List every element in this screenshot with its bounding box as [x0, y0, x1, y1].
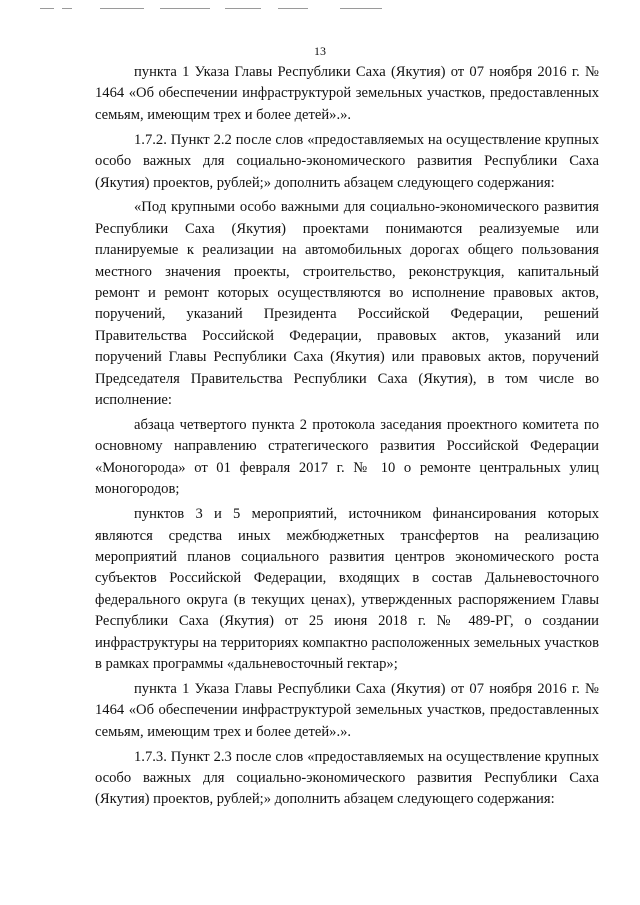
scan-artifact-marks [40, 8, 400, 12]
paragraph: пункта 1 Указа Главы Республики Саха (Якутия) от 07 ноября 2016 г. № 1464 «Об обеспечении инфраструктурой земельных участков, предоставленных семьям, имеющим трех и более детей».». [95, 64, 599, 123]
page-number: 13 [314, 44, 326, 58]
document-body [95, 62, 599, 814]
paragraph: 1.7.3. Пункт 2.3 после слов «предоставляемых на осуществление крупных особо важных для социально-экономического развития Республики Саха (Якутия) проектов, рублей;» дополнить абзацем следующего содержания: [95, 748, 599, 808]
paragraph: абзаца четвертого пункта 2 протокола заседания проектного комитета по основному направлению стратегического развития Российской Федерации «Моногорода» от 01 февраля 2017 г. № 10 о ремонте центральных улиц моногородов; [95, 417, 599, 498]
paragraph: пункта 1 Указа Главы Республики Саха (Якутия) от 07 ноября 2016 г. № 1464 «Об обеспечении инфраструктурой земельных участков, предоставленных семьям, имеющим трех и более детей».». [95, 680, 599, 740]
paragraph: 1.7.2. Пункт 2.2 после слов «предоставляемых на осуществление крупных особо важных для социально-экономического развития Республики Саха (Якутия) проектов, рублей;» дополнить абзацем следующего содержания: [95, 131, 599, 191]
paragraph: «Под крупными особо важными для социально-экономического развития Республики Саха (Якутия) проектами понимаются реализуемые или планируемые к реализации на автомобильных дорогах общего пользования местного значения проекты, строительство, реконструкция, капитальный ремонт и ремонт которых осуществляются во исполнение правовых актов, поручений, указаний Президента Российской Федерации, решений Правительства Российской Федерации, правовых актов, указаний или поручений Главы Республики Саха (Якутия) или правовых актов, поручений Председателя Правительства Республики Саха (Якутия), в том числе во исполнение: [95, 199, 599, 409]
paragraph: пунктов 3 и 5 мероприятий, источником финансирования которых являются средства иных межбюджетных трансфертов на реализацию мероприятий планов социального развития центров экономического роста субъектов Российской Федерации, входящих в состав Дальневосточного федерального округа (в текущих ценах), утвержденных распоряжением Главы Республики Саха (Якутия) от 25 июня 2018 г. № 489-РГ, о создании инфраструктуры на территориях компактно расположенных земельных участков в рамках программы «дальневосточный гектар»; [95, 506, 599, 672]
